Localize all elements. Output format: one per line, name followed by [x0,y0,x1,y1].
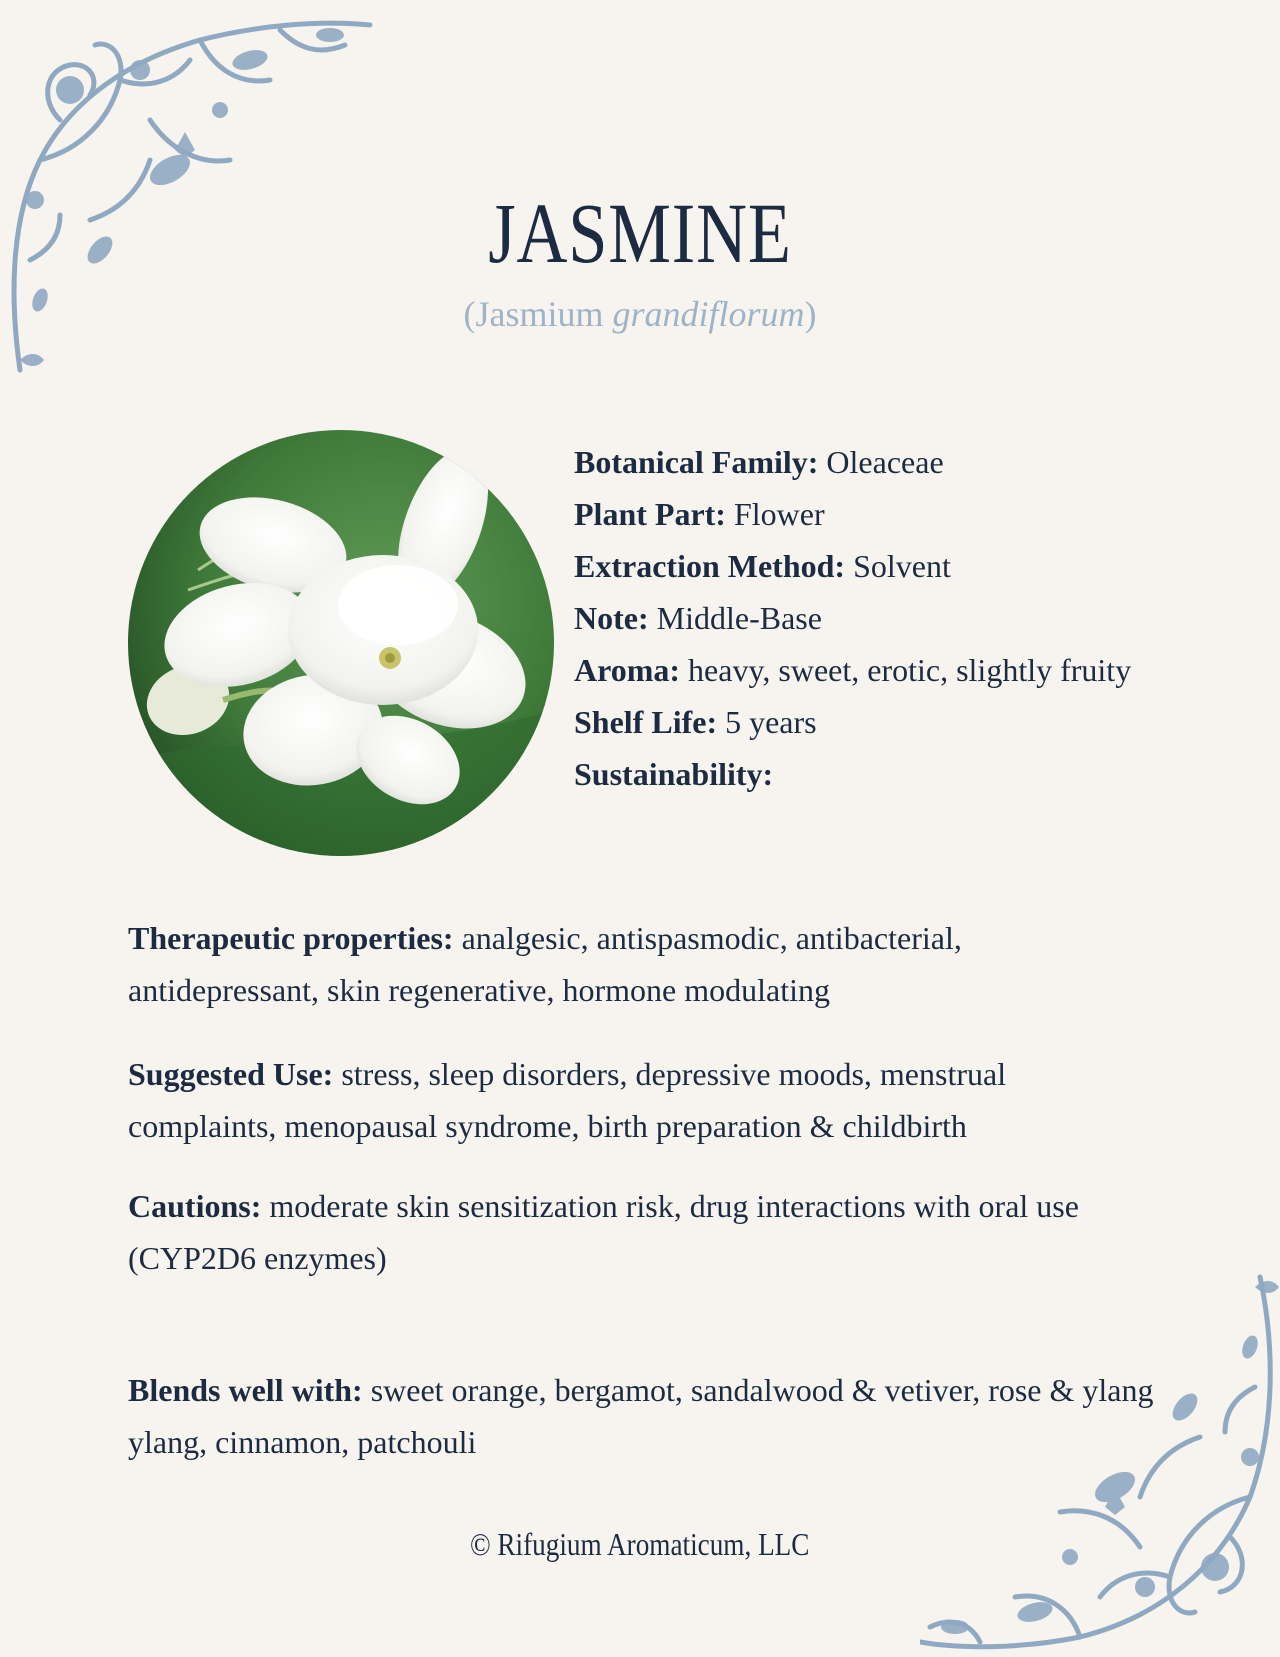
cautions [128,1180,1158,1284]
fact-label: Aroma: [574,652,681,688]
section-label: Therapeutic properties: [128,920,454,956]
fact-plant-part [574,488,1134,540]
jasmine-photo [128,430,554,856]
fact-value: Oleaceae [818,444,944,480]
fact-botanical-family [574,436,1134,488]
fact-sustainability [574,748,1134,800]
fact-label: Sustainability: [574,756,774,792]
section-label: Cautions: [128,1188,262,1224]
fact-label: Shelf Life: [574,704,718,740]
fact-value: Flower [725,496,825,532]
section-value: analgesic, antispasmodic, antibacterial, antidepressant, skin regenerative, hormone modulating [128,920,962,1008]
page-title: JASMINE [488,185,792,281]
fact-label: Extraction Method: [574,548,846,584]
fact-label: Note: [574,600,649,636]
blends-well-with [128,1364,1158,1468]
botanical-name [0,296,1280,332]
plant-facts [574,436,1134,800]
fact-value: 5 years [717,704,817,740]
fact-value: Solvent [845,548,951,584]
fact-label: Plant Part: [574,496,726,532]
fact-shelf-life [574,696,1134,748]
section-label: Suggested Use: [128,1056,334,1092]
section-value: moderate skin sensitization risk, drug interactions with oral use (CYP2D6 enzymes) [128,1188,1079,1276]
fact-note [574,592,1134,644]
section-label: Blends well with: [128,1372,363,1408]
jasmine-flower-photo-icon [128,430,554,856]
copyright-text: © Rifugium Aromaticum, LLC [470,1526,810,1562]
fact-extraction-method [574,540,1134,592]
botanical-name-open: (Jasmium [463,294,613,334]
suggested-use [128,1048,1158,1152]
fact-aroma [574,644,1134,696]
fact-value: Middle-Base [648,600,822,636]
copyright-footer [0,1526,1280,1563]
section-value: sweet orange, bergamot, sandalwood & vetiver, rose & ylang ylang, cinnamon, patchouli [128,1372,1154,1460]
fact-label: Botanical Family: [574,444,819,480]
botanical-name-close: ) [804,294,817,334]
fact-value: heavy, sweet, erotic, slightly fruity [680,652,1132,688]
therapeutic-properties [128,912,1158,1016]
botanical-name-species: grandiflorum [612,294,805,334]
section-value: stress, sleep disorders, depressive moods, menstrual complaints, menopausal syndrome, birth preparation & childbirth [128,1056,1007,1144]
